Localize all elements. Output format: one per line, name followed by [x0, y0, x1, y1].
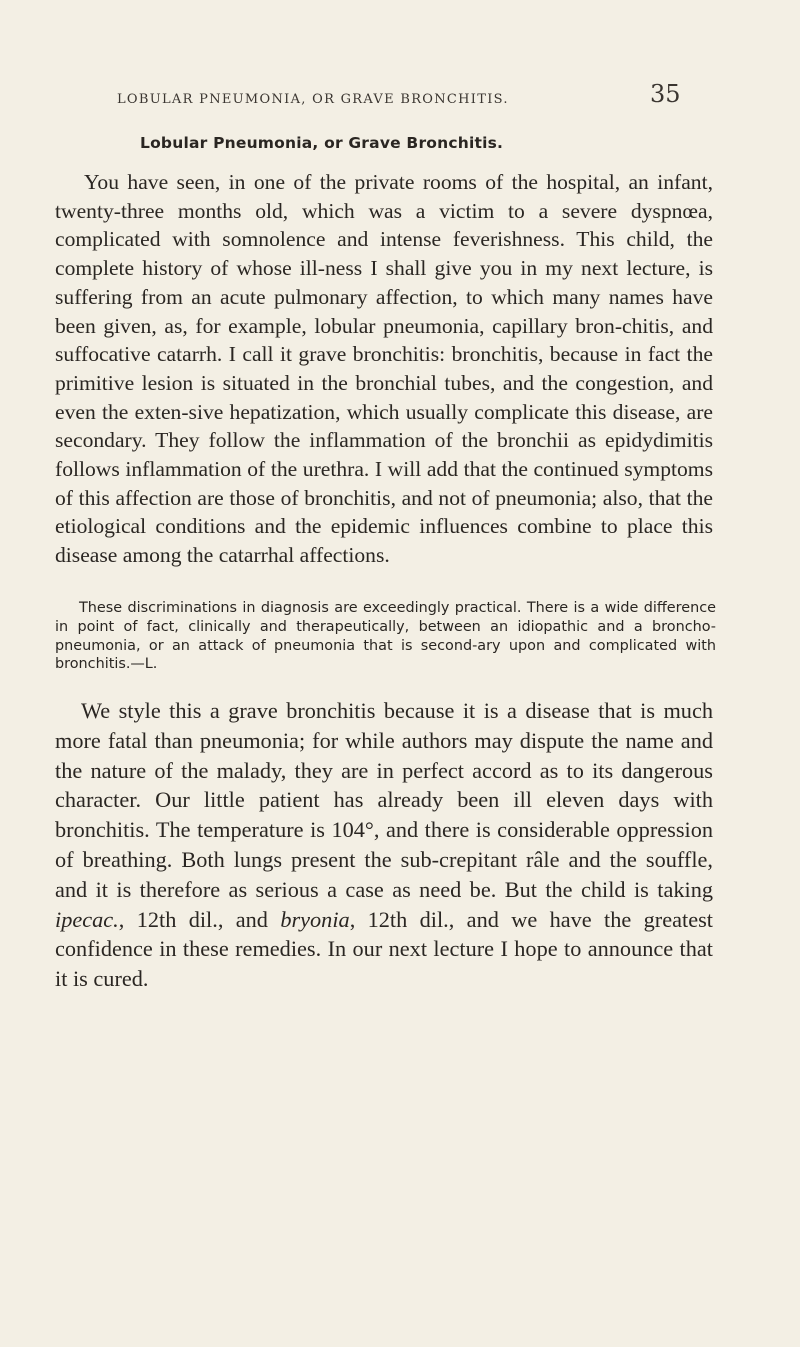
remedy-ipecac: ipecac.: [55, 906, 119, 932]
remedy-bryonia: bryonia: [280, 906, 350, 932]
body-paragraph: You have seen, in one of the private rooms of the hospital, an infant, twenty-three months old, which was a victim to a severe dyspnœa, complicated with somnolence and intense feverishness. This child, the complete history of whose ill-ness I shall give you in my next lecture, is suffering from an acute pulmonary affection, to which many names have been given, as, for example, lobular pneumonia, capillary bron-chitis, and suffocative catarrh. I call it grave bronchitis: bronchitis, because in fact the primitive lesion is situated in the bronchial tubes, and the congestion, and even the exten-sive hepatization, which usually complicate this disease, are secondary. They follow the inflammation of the bronchii as epidydimitis follows inflammation of the urethra. I will add that the continued symptoms of this affection are those of bronchitis, and not of pneumonia; also, that the etiological conditions and the epidemic influences combine to place this disease among the catarrhal affections.: [55, 170, 713, 568]
paragraph-text: , 12th dil., and: [118, 906, 281, 932]
editor-note: These discriminations in diagnosis are exceedingly practical. There is a wide difference in point of fact, clinically and therapeutically, between an idiopathic and a broncho-pneumonia, or an attack of pneumonia that is second-ary upon and complicated with bronchitis.—L.: [55, 600, 716, 673]
page-number: 35: [650, 80, 681, 108]
paragraph-text: , 12th dil., and we have the greatest confidence in these remedies. In our next lecture I hope to announce that it is cured.: [55, 906, 713, 992]
running-head: LOBULAR PNEUMONIA, OR GRAVE BRONCHITIS.: [117, 92, 509, 107]
body-paragraph: [55, 696, 713, 994]
section-title: Lobular Pneumonia, or Grave Bronchitis.: [140, 134, 504, 152]
paragraph-text: We style this a grave bronchitis because it is a disease that is much more fatal than pneumonia; for while authors may dispute the name and the nature of the malady, they are in perfect accord as to its dangerous character. Our little patient has already been ill eleven days with bronchitis. The temperature is 104°, and there is considerable oppression of breathing. Both lungs present the sub-crepitant râle and the souffle, and it is therefore as serious a case as need be. But the child is taking: [55, 698, 713, 902]
